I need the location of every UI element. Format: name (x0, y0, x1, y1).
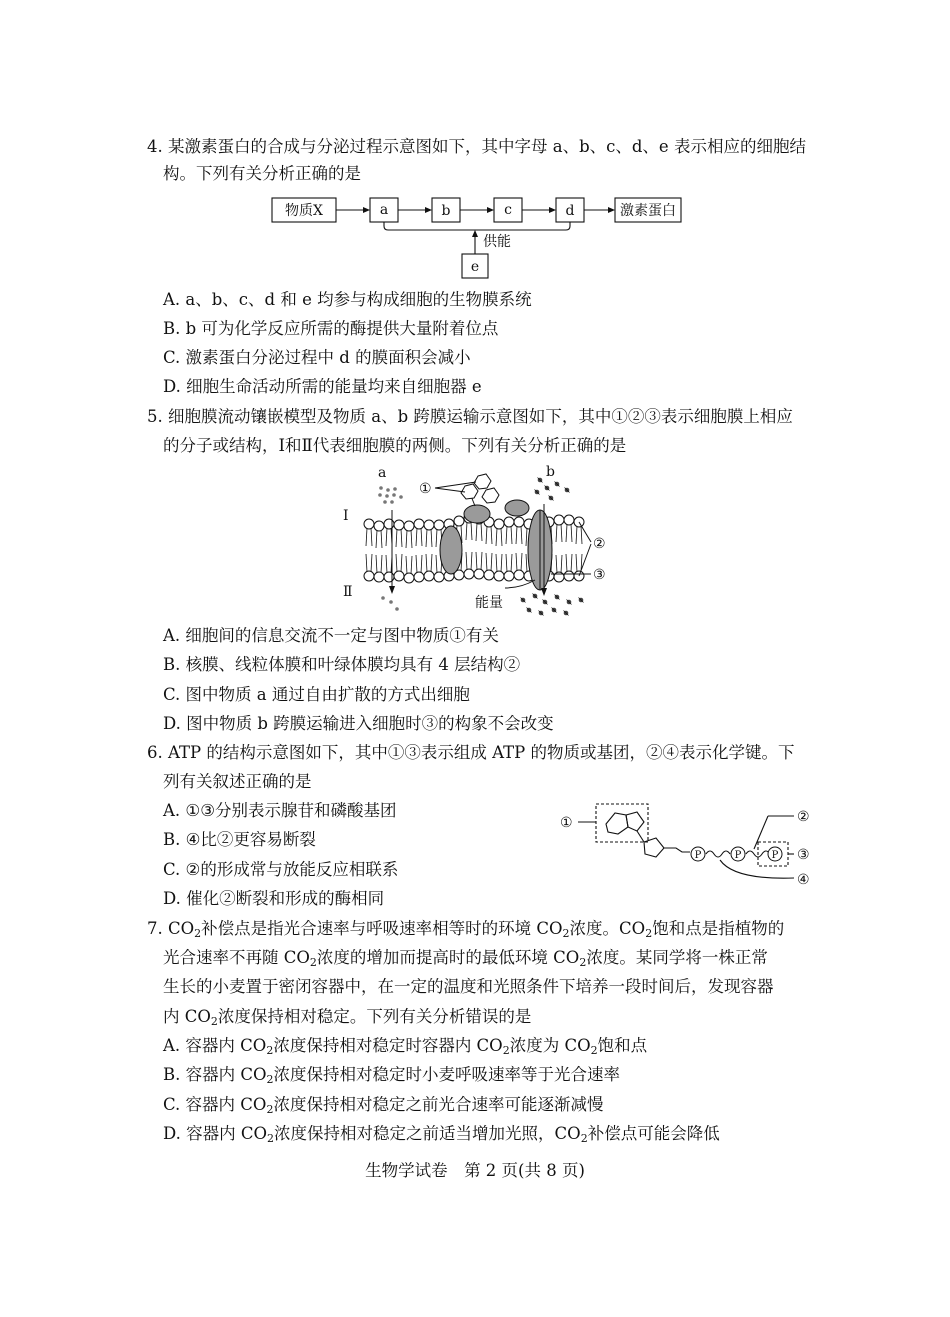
energy-label: 能量 (475, 595, 503, 611)
membrane-diagram (335, 462, 625, 617)
box-b-label: b (441, 203, 451, 219)
phosphate-2: P (734, 850, 742, 861)
atp-label-4: ④ (797, 872, 810, 888)
box-a-label: a (379, 202, 389, 218)
q6-option-b: B. ④比②更容易断裂 (163, 830, 316, 849)
q4-stem-line1: 4. 某激素蛋白的合成与分泌过程示意图如下，其中字母 a、b、c、d、e 表示相应的细胞结 (147, 137, 806, 156)
q7-option-d: D. 容器内 $CO_2$浓度保持相对稳定之前适当增加光照，$CO_2$补偿点可能会降低 (163, 1124, 720, 1145)
q7-stem-line4: 内 $CO_2$浓度保持相对稳定。下列有关分析错误的是 (163, 1007, 532, 1028)
q7-option-c: C. 容器内 $CO_2$浓度保持相对稳定之前光合速率可能逐渐减慢 (163, 1095, 604, 1116)
side-II: Ⅱ (343, 584, 353, 600)
q6-option-a: A. ①③分别表示腺苷和磷酸基团 (163, 801, 397, 820)
box-e-label: e (470, 259, 480, 275)
q5-option-a: A. 细胞间的信息交流不一定与图中物质①有关 (163, 626, 499, 645)
box-hormone-label: 激素蛋白 (620, 203, 676, 219)
q6-stem-line1: 6. ATP 的结构示意图如下，其中①③表示组成 ATP 的物质或基团，②④表示化学键。下 (147, 743, 795, 762)
q4-flow-diagram (262, 192, 722, 284)
q5-stem-line2: 的分子或结构，Ⅰ和Ⅱ代表细胞膜的两侧。下列有关分析正确的是 (163, 436, 627, 455)
q5-option-d: D. 图中物质 b 跨膜运输进入细胞时③的构象不会改变 (163, 714, 554, 733)
q5-stem-line1: 5. 细胞膜流动镶嵌模型及物质 a、b 跨膜运输示意图如下，其中①②③表示细胞膜上相应 (147, 407, 793, 426)
label-b: b (546, 464, 555, 480)
box-d-label: d (565, 203, 575, 219)
phosphate-1: P (694, 850, 702, 861)
q4-option-d: D. 细胞生命活动所需的能量均来自细胞器 e (163, 377, 482, 396)
q5-option-b: B. 核膜、线粒体膜和叶绿体膜均具有 4 层结构② (163, 655, 521, 674)
q7-stem-line1: 7. $CO_2$补偿点是指光合速率与呼吸速率相等时的环境 $CO_2$浓度。$CO_2$饱和点是指植物的 (147, 919, 785, 940)
q4-stem-line2: 构。下列有关分析正确的是 (163, 164, 361, 183)
atp-label-1: ① (560, 815, 573, 831)
q6-option-d: D. 催化②断裂和形成的酶相同 (163, 889, 385, 908)
label-a: a (378, 465, 387, 481)
energy-supply-label: 供能 (483, 234, 511, 250)
page-footer: 生物学试卷 第 2 页(共 8 页) (365, 1161, 585, 1180)
q7-stem-line2: 光合速率不再随 $CO_2$浓度的增加而提高时的最低环境 $CO_2$浓度。某同学将一株正常 (163, 948, 768, 969)
q4-option-b: B. b 可为化学反应所需的酶提供大量附着位点 (163, 319, 499, 338)
box-c-label: c (504, 202, 512, 218)
q7-option-a: A. 容器内 $CO_2$浓度保持相对稳定时容器内 $CO_2$浓度为 $CO_2$饱和点 (163, 1036, 648, 1057)
label-1: ① (419, 481, 432, 497)
q6-stem-line2: 列有关叙述正确的是 (163, 772, 312, 791)
atp-structure-diagram (558, 798, 818, 894)
q4-option-c: C. 激素蛋白分泌过程中 d 的膜面积会减小 (163, 348, 471, 367)
q7-stem-line3: 生长的小麦置于密闭容器中，在一定的温度和光照条件下培养一段时间后，发现容器 (163, 977, 774, 996)
q4-option-a: A. a、b、c、d 和 e 均参与构成细胞的生物膜系统 (163, 290, 532, 309)
atp-label-2: ② (797, 809, 810, 825)
q6-option-c: C. ②的形成常与放能反应相联系 (163, 860, 399, 879)
box-substance-x-label: 物质X (285, 203, 323, 219)
phosphate-3: P (771, 850, 779, 861)
atp-label-3: ③ (797, 847, 810, 863)
q7-option-b: B. 容器内 $CO_2$浓度保持相对稳定时小麦呼吸速率等于光合速率 (163, 1065, 621, 1086)
label-2: ② (593, 536, 606, 552)
label-3: ③ (593, 567, 606, 583)
q5-option-c: C. 图中物质 a 通过自由扩散的方式出细胞 (163, 685, 470, 704)
side-I: Ⅰ (343, 508, 349, 524)
